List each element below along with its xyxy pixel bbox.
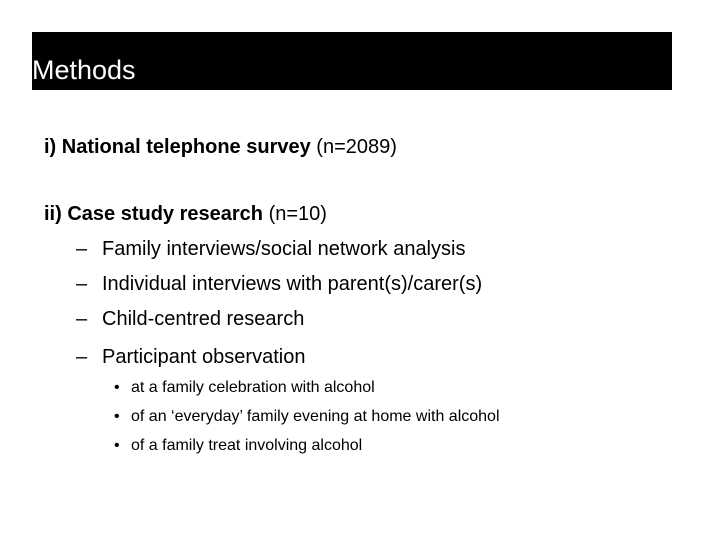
case-study-detail: (n=10) <box>268 203 327 225</box>
list-item-text: Family interviews/social network analysis <box>102 238 466 260</box>
list-item <box>76 237 465 261</box>
dash-marker: – <box>76 308 88 330</box>
sub-list-item <box>114 407 500 427</box>
title-bar <box>32 32 672 90</box>
list-item <box>76 307 304 331</box>
bullet-marker: • <box>114 379 120 396</box>
sub-list-item-text: of an ‘everyday’ family evening at home with alcohol <box>131 408 500 425</box>
sub-list-item-text: at a family celebration with alcohol <box>131 379 375 396</box>
dash-marker: – <box>76 238 88 260</box>
survey-detail: (n=2089) <box>316 136 397 158</box>
dash-marker: – <box>76 273 88 295</box>
list-item-text: Child-centred research <box>102 308 305 330</box>
slide-title: Methods <box>32 55 136 85</box>
list-item-text: Individual interviews with parent(s)/carer(s) <box>102 273 483 295</box>
dash-marker: – <box>76 346 88 368</box>
sub-list-item-text: of a family treat involving alcohol <box>131 437 363 454</box>
sub-list-item <box>114 436 362 456</box>
survey-line <box>44 135 397 159</box>
bullet-marker: • <box>114 408 120 425</box>
survey-heading: i) National telephone survey <box>44 136 311 158</box>
case-study-line <box>44 202 327 226</box>
sub-list-item <box>114 378 375 398</box>
bullet-marker: • <box>114 437 120 454</box>
list-item <box>76 272 482 296</box>
case-study-heading: ii) Case study research <box>44 203 263 225</box>
list-item-text: Participant observation <box>102 346 306 368</box>
list-item <box>76 345 305 369</box>
